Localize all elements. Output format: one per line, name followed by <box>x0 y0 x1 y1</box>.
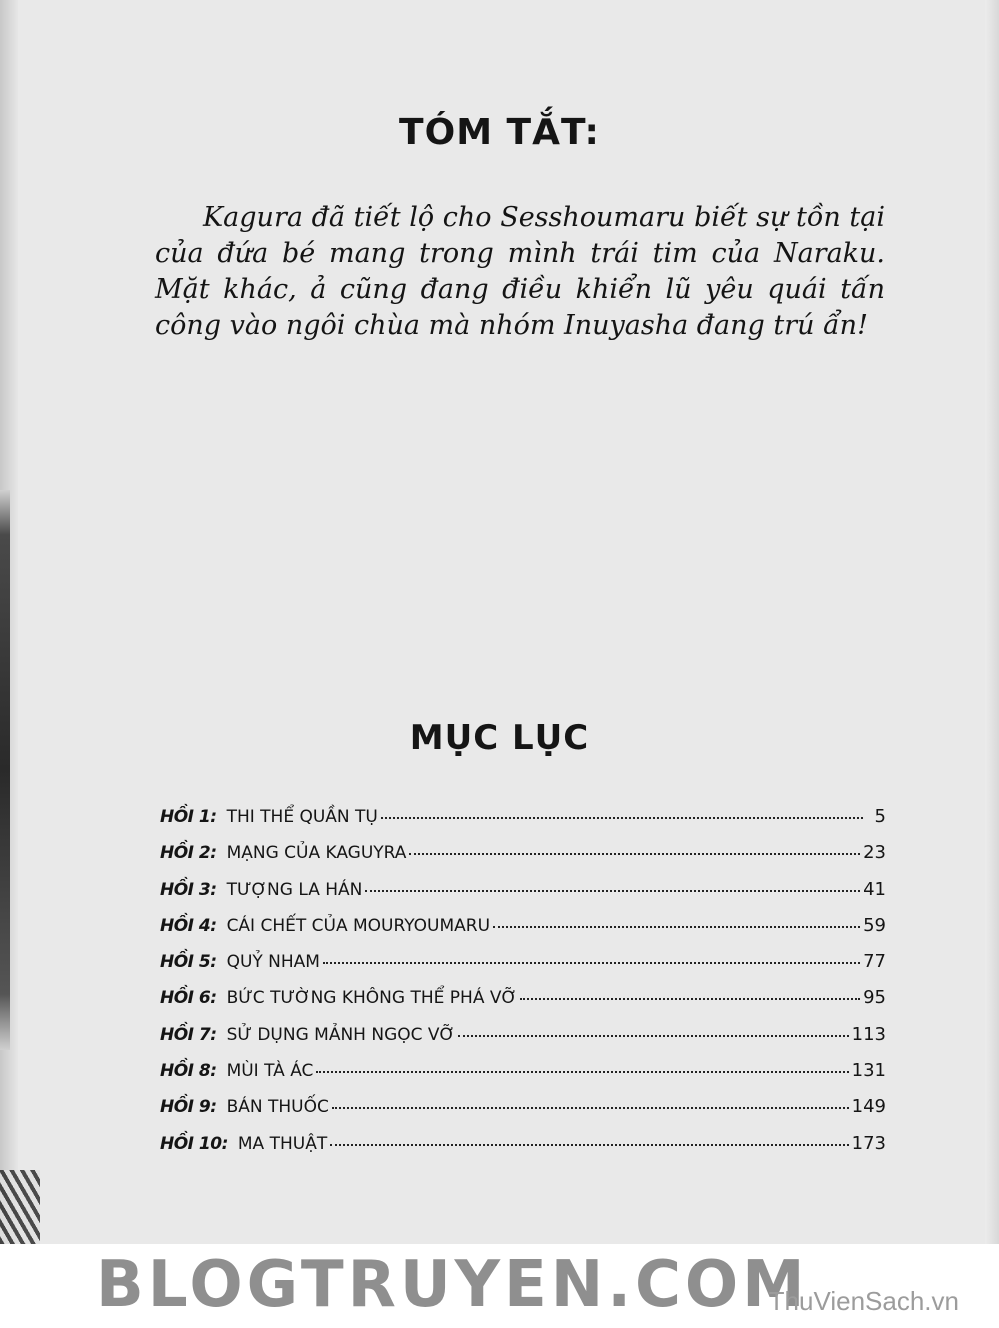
toc-chapter-label: HỒI 5: <box>160 952 217 973</box>
toc-chapter-name: THI THỂ QUẦN TỤ <box>226 807 378 827</box>
toc-chapter-name: CÁI CHẾT CỦA MOURYOUMARU <box>226 915 491 936</box>
toc-entry-9 <box>160 1096 886 1132</box>
toc-chapter-label: HỒI 4: <box>160 915 217 936</box>
toc-entry-8 <box>160 1060 886 1096</box>
toc-chapter-name: BÁN THUỐC <box>226 1097 329 1118</box>
toc-page-number: 77 <box>863 951 886 973</box>
toc-chapter-label: HỒI 3: <box>160 879 217 900</box>
toc-chapter-name: BỨC TƯỜNG KHÔNG THỂ PHÁ VỠ <box>226 988 518 1009</box>
toc-chapter-name: MẠNG CỦA KAGUYRA <box>226 843 407 864</box>
toc-page-number: 95 <box>863 987 886 1009</box>
toc-chapter-name: QUỶ NHAM <box>226 952 320 973</box>
toc-title: MỤC LỤC <box>409 718 590 758</box>
toc-leader-dots <box>409 853 860 855</box>
toc-leader-dots <box>381 817 863 819</box>
toc-page-number: 23 <box>863 842 886 864</box>
toc-leader-dots <box>316 1071 848 1073</box>
toc-chapter-label: HỒI 1: <box>160 807 217 827</box>
toc-page-number: 113 <box>851 1023 886 1045</box>
toc-page-number: 5 <box>874 806 886 827</box>
toc-leader-dots <box>458 1035 849 1037</box>
toc-leader-dots <box>332 1107 849 1109</box>
toc-chapter-name: MA THUẬT <box>237 1133 328 1154</box>
toc-chapter-name: SỬ DỤNG MẢNH NGỌC VỠ <box>226 1024 456 1045</box>
toc-chapter-label: HỒI 8: <box>160 1061 217 1082</box>
toc-page-number: 131 <box>851 1060 886 1082</box>
site-credit-watermark: ThuVienSach.vn <box>768 1286 959 1316</box>
toc-leader-dots <box>323 962 860 964</box>
toc-entry-1 <box>160 806 886 842</box>
toc-leader-dots <box>493 926 860 928</box>
toc-entry-3 <box>160 879 886 915</box>
toc-page-number: 59 <box>863 914 886 936</box>
toc-leader-dots <box>520 998 860 1000</box>
summary-text: Kagura đã tiết lộ cho Sesshoumaru biết sự tồn tại của đứa bé mang trong mình trái tim của Naraku. Mặt khác, ả cũng đang điều khiển lũ yêu quái tấn công vào ngôi chùa mà nhóm Inuyasha đang trú ẩn! <box>155 202 885 341</box>
toc-page-number: 149 <box>851 1096 886 1118</box>
toc-entry-7 <box>160 1024 886 1060</box>
table-of-contents <box>160 806 886 1169</box>
toc-entry-10 <box>160 1133 886 1169</box>
scan-edge-artwork <box>0 1170 40 1244</box>
blogtruyen-watermark: BLOGTRUYEN.COM <box>96 1248 809 1322</box>
scan-edge-left-shadow <box>0 490 10 1050</box>
toc-chapter-name: MÙI TÀ ÁC <box>226 1061 314 1082</box>
toc-chapter-label: HỒI 10: <box>160 1133 228 1154</box>
scan-edge-right <box>985 0 999 1244</box>
toc-entry-5 <box>160 951 886 987</box>
toc-entry-6 <box>160 987 886 1023</box>
toc-page-number: 41 <box>863 878 886 900</box>
toc-chapter-label: HỒI 9: <box>160 1097 217 1118</box>
toc-page-number: 173 <box>851 1132 886 1154</box>
toc-chapter-label: HỒI 2: <box>160 843 217 864</box>
toc-entry-4 <box>160 915 886 951</box>
summary-title: TÓM TẮT: <box>399 112 600 153</box>
toc-chapter-label: HỒI 6: <box>160 988 217 1009</box>
toc-chapter-name: TƯỢNG LA HÁN <box>226 879 363 900</box>
toc-leader-dots <box>365 890 860 892</box>
toc-leader-dots <box>330 1144 848 1146</box>
toc-chapter-label: HỒI 7: <box>160 1024 217 1045</box>
toc-entry-2 <box>160 842 886 878</box>
